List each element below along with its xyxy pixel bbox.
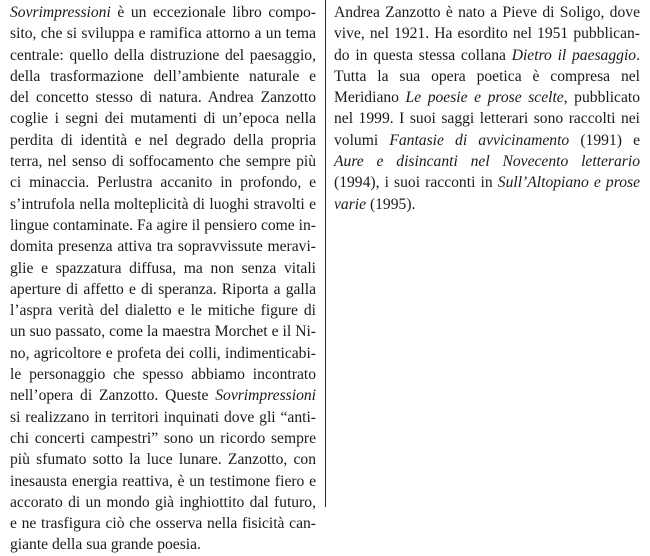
body-text: Andrea Zanzotto è nato a Pieve di Soligo, dove bbox=[334, 4, 640, 21]
body-text: Tutta la sua opera poetica è compresa nel bbox=[334, 67, 640, 85]
body-text: più sfumato sotto la luce lunare. Zanzotto, con bbox=[10, 451, 316, 469]
description-line bbox=[10, 300, 316, 321]
description-line bbox=[10, 364, 316, 385]
biography-line bbox=[334, 151, 640, 172]
body-text: le personaggio che spesso abbiamo incontrato bbox=[10, 366, 316, 384]
biography-line bbox=[334, 108, 640, 129]
description-line bbox=[10, 428, 316, 449]
column-divider bbox=[325, 0, 326, 507]
description-line bbox=[10, 23, 316, 44]
biography-line bbox=[334, 87, 640, 108]
body-text: nel 1999. I suoi saggi letterari sono raccolti nei bbox=[334, 110, 640, 128]
italic-title-text: Le poesie e prose scelte bbox=[405, 89, 564, 107]
description-line bbox=[10, 385, 316, 406]
description-line bbox=[10, 130, 316, 151]
body-text: aperture di affetto e di speranza. Riporta a galla bbox=[10, 280, 316, 298]
body-text: inesausta energia reattiva, è un testimone fiero e bbox=[10, 472, 316, 490]
description-line bbox=[10, 108, 316, 129]
italic-title-text: Aure e disincanti nel Novecento letterario bbox=[334, 153, 640, 171]
description-line bbox=[10, 87, 316, 108]
body-text: (1995). bbox=[366, 195, 416, 213]
italic-title-text: Dietro il paesaggio bbox=[511, 46, 637, 64]
body-text: del concetto stesso di natura. Andrea Zanzotto bbox=[10, 89, 316, 107]
description-line bbox=[10, 236, 316, 257]
description-line bbox=[10, 45, 316, 66]
description-line bbox=[10, 407, 316, 428]
description-line bbox=[10, 66, 316, 87]
body-text: sito, che si sviluppa e ramifica attorno a un tema bbox=[10, 25, 316, 43]
italic-title-text: Sovrimpressioni bbox=[215, 387, 316, 405]
body-text: , pubblicato bbox=[563, 89, 641, 107]
body-text: vive, nel 1921. Ha esordito nel 1951 pubblican- bbox=[334, 25, 640, 43]
body-text: (1991) e bbox=[569, 131, 640, 149]
body-text: centrale: quello della distruzione del paesaggio, bbox=[10, 46, 316, 64]
description-line bbox=[10, 343, 316, 364]
body-text: si realizzano in territori inquinati dove gli “anti- bbox=[10, 408, 316, 426]
body-text: chi concerti campestri” sono un ricordo sempre bbox=[10, 429, 316, 447]
description-line bbox=[10, 492, 316, 513]
description-line bbox=[10, 172, 316, 193]
biography-line bbox=[334, 130, 640, 151]
italic-title-text: Fantasie di avvicinamento bbox=[389, 131, 570, 149]
description-line bbox=[10, 471, 316, 492]
description-line bbox=[10, 194, 316, 215]
description-line bbox=[10, 449, 316, 470]
description-line bbox=[10, 215, 316, 236]
body-text: e ne trasfigura ciò che osserva nella fisicità can- bbox=[10, 515, 316, 533]
description-line bbox=[10, 258, 316, 279]
body-text: perdita di identità e nel degrado della propria bbox=[10, 131, 316, 149]
body-text: (1994), i suoi racconti in bbox=[334, 174, 498, 192]
italic-title-text: Sull’Altopiano e prose bbox=[497, 174, 641, 192]
body-text: accorato di un mondo già inghiottito dal futuro, bbox=[10, 493, 316, 511]
body-text: ci minaccia. Perlustra accanito in profondo, e bbox=[10, 174, 316, 192]
body-text: . bbox=[636, 46, 640, 64]
body-text: Meridiano bbox=[334, 89, 406, 107]
body-text: terra, nel senso di soffocamento che sempre più bbox=[10, 153, 316, 171]
body-text: s’intrufola nella molteplicità di luoghi stravolti e bbox=[10, 195, 316, 213]
body-text: coglie i segni dei mutamenti di un’epoca nella bbox=[10, 110, 316, 128]
description-line bbox=[10, 279, 316, 300]
body-text: domita presenza attiva tra sopravvissute meravi- bbox=[10, 238, 316, 256]
book-description-column bbox=[10, 2, 316, 556]
body-text: della trasformazione dell’ambiente naturale e bbox=[10, 67, 316, 85]
description-line bbox=[10, 321, 316, 342]
italic-title-text: Sovrimpressioni bbox=[10, 4, 111, 21]
body-text: volumi bbox=[334, 131, 390, 149]
body-text: è un eccezionale libro compo- bbox=[110, 4, 316, 21]
biography-line bbox=[334, 45, 640, 66]
body-text: giante della sua grande poesia. bbox=[10, 536, 201, 554]
body-text: un suo passato, come la maestra Morchet e il Ni- bbox=[10, 323, 316, 341]
body-text: l’aspra verità del dialetto e le mitiche figure di bbox=[10, 302, 316, 320]
biography-line bbox=[334, 194, 640, 215]
description-line bbox=[10, 513, 316, 534]
body-text: nell’opera di Zanzotto. Queste bbox=[10, 387, 216, 405]
author-biography-column bbox=[334, 2, 640, 215]
biography-line bbox=[334, 172, 640, 193]
biography-line bbox=[334, 66, 640, 87]
description-line bbox=[10, 2, 316, 23]
description-line bbox=[10, 534, 316, 555]
body-text: no, agricoltore e profeta dei colli, indimenticabi- bbox=[10, 344, 316, 362]
biography-line bbox=[334, 23, 640, 44]
biography-line bbox=[334, 2, 640, 23]
body-text: lingue contaminate. Fa agire il pensiero come in- bbox=[10, 216, 316, 234]
body-text: do in questa stessa collana bbox=[334, 46, 512, 64]
italic-title-text: varie bbox=[334, 195, 367, 213]
description-line bbox=[10, 151, 316, 172]
body-text: glie e spazzatura diffusa, ma non senza vitali bbox=[10, 259, 316, 277]
